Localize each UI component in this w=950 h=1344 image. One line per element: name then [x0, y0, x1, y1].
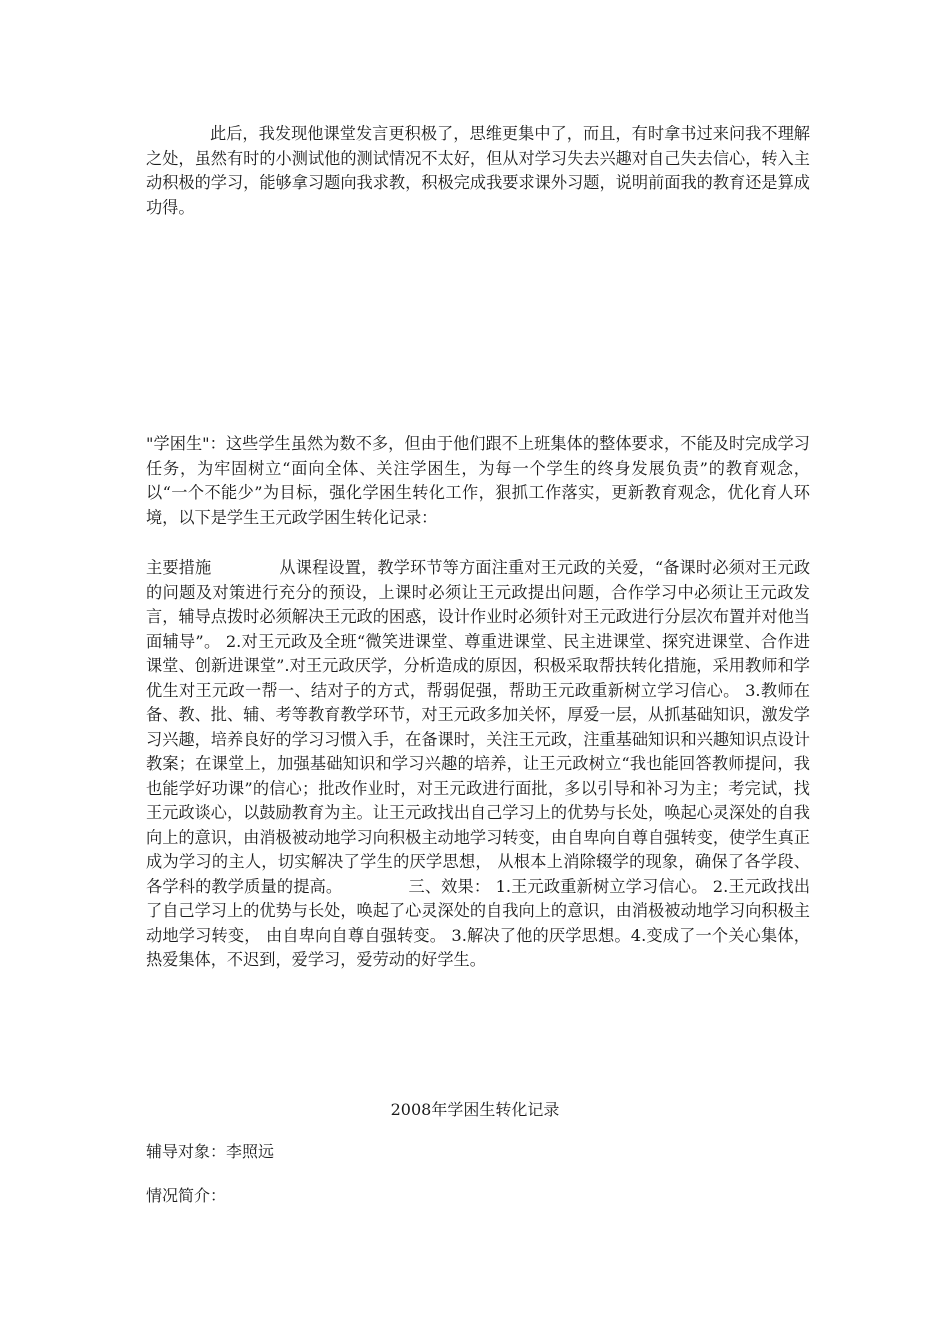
record-title: 2008年学困生转化记录: [390, 1100, 560, 1119]
effects-body: 三、效果： 1.王元政重新树立学习信心。 2.王元政找出了自己学习上的优势与长处，唤起了心灵深处的自我向上的意识，由消极被动地学习向积极主动地学习转变， 由自卑向自尊自强转变。 3.解决了他的厌学思想。4.变成了一个关心集体，热爱集体，不迟到，爱学习，爱劳动的好学生。: [146, 876, 811, 969]
tutoring-target: 辅导对象：李照远: [146, 1142, 275, 1161]
paragraph-struggling-students: "学困生"：这些学生虽然为数不多，但由于他们跟不上班集体的整体要求，不能及时完成学习任务，为牢固树立“面向全体、关注学困生，为每一个学生的终身发展负责”的教育观念，以“一个不能少”为目标，强化学困生转化工作，狠抓工作落实，更新教育观念，优化育人环境，以下是学生王元政学困生转化记录：: [146, 434, 810, 527]
measures-label: 主要措施: [146, 558, 212, 577]
paragraph-measures: [146, 556, 810, 973]
paragraph-progress: 此后，我发现他课堂发言更积极了，思维更集中了，而且，有时拿书过来问我不理解之处，虽然有时的小测试他的测试情况不太好，但从对学习失去兴趣对自己失去信心，转入主动积极的学习，能够拿习题向我求教，积极完成我要求课外习题，说明前面我的教育还是算成功得。: [146, 124, 810, 217]
situation-intro: 情况简介：: [146, 1186, 227, 1205]
measures-body: 从课程设置，教学环节等方面注重对王元政的关爱，“备课时必须对王元政的问题及对策进行充分的预设，上课时必须让王元政提出问题，合作学习中必须让王元政发言，辅导点拨时必须解决王元政的困惑，设计作业时必须针对王元政进行分层次布置并对他当面辅导”。 2.对王元政及全班“微笑进课堂、尊重进课堂、民主进课堂、探究进课堂、合作进课堂、创新进课堂”.对王元政厌学，分析造成的原因，积极采取帮扶转化措施，采用教师和学优生对王元政一帮一、结对子的方式，帮弱促强，帮助王元政重新树立学习信心。 3.教师在备、教、批、辅、考等教育教学环节，对王元政多加关怀，厚爱一层，从抓基础知识，激发学习兴趣，培养良好的学习习惯入手，在备课时，关注王元政，注重基础知识和兴趣知识点设计教案；在课堂上，加强基础知识和学习兴趣的培养，让王元政树立“我也能回答教师提问，我也能学好功课”的信心；批改作业时，对王元政进行面批，多以引导和补习为主；考完试，找王元政谈心，以鼓励教育为主。让王元政找出自己学习上的优势与长处，唤起心灵深处的自我向上的意识，由消极被动地学习向积极主动地学习转变，由自卑向自尊自强转变，使学生真正成为学习的主人，切实解决了学生的厌学思想， 从根本上消除辍学的现象，确保了各学段、各学科的教学质量的提高。: [146, 558, 811, 896]
